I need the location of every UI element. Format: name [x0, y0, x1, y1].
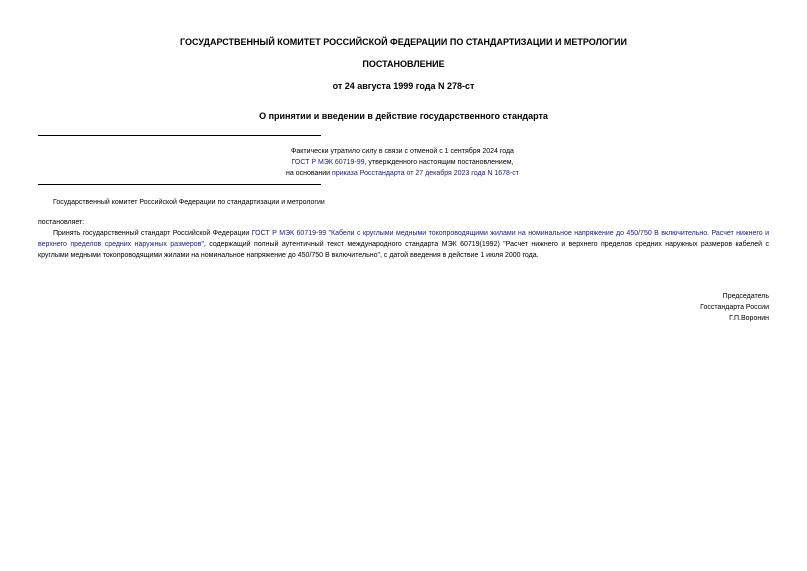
notice-line-2	[210, 157, 595, 168]
signature-block	[569, 291, 769, 324]
document-type-heading: ПОСТАНОВЛЕНИЕ	[362, 59, 445, 69]
signatory-organization: Госстандарта России	[700, 304, 769, 311]
notice-line-1: Фактически утратило силу в связи с отменой с 1 сентября 2024 года	[291, 148, 514, 155]
notice-line-3-text: на основании	[286, 170, 333, 177]
notice-line-2-text: , утвержденного настоящим постановлением,	[364, 159, 514, 166]
status-notice	[210, 146, 595, 179]
issuer-text: Государственный комитет Российской Федерации по стандартизации и метрологии	[53, 199, 325, 206]
paragraph-start: Принять государственный стандарт Российской Федерации	[53, 230, 252, 237]
notice-line-3	[210, 168, 595, 179]
date-number-heading: от 24 августа 1999 года N 278-ст	[332, 81, 475, 91]
gost-link-body[interactable]: ГОСТ Р МЭК 60719-99 "Кабели с круглыми медными токопроводящими жилами на номинальное напряжение до 450/750 В включительно. Расчет нижнего и верхнего пределов средних наружных размеров	[38, 230, 769, 248]
divider-bottom	[38, 184, 321, 185]
decree-paragraph	[38, 228, 769, 261]
divider-top	[38, 135, 321, 136]
signatory-name: Г.П.Воронин	[729, 315, 769, 322]
signatory-position: Председатель	[722, 293, 769, 300]
order-link[interactable]: приказа Росстандарта от 27 декабря 2023 года N 1678-ст	[332, 170, 519, 177]
committee-heading: ГОСУДАРСТВЕННЫЙ КОМИТЕТ РОССИЙСКОЙ ФЕДЕРАЦИИ ПО СТАНДАРТИЗАЦИИ И МЕТРОЛОГИИ	[180, 37, 627, 47]
gost-link-notice[interactable]: ГОСТ Р МЭК 60719-99	[291, 159, 365, 166]
decrees-text: постановляет:	[38, 219, 85, 226]
paragraph-end: ", содержащий полный аутентичный текст международного стандарта МЭК 60719(1992) "Расчет нижнего и верхнего пределов средних наружных размеров кабелей с круглыми медными токопроводящими жилами на номинальное напряжение до 450/750 В включительно", с датой введения в действие 1 июля 2000 года.	[38, 241, 769, 259]
document-title: О принятии и введении в действие государственного стандарта	[259, 111, 548, 121]
